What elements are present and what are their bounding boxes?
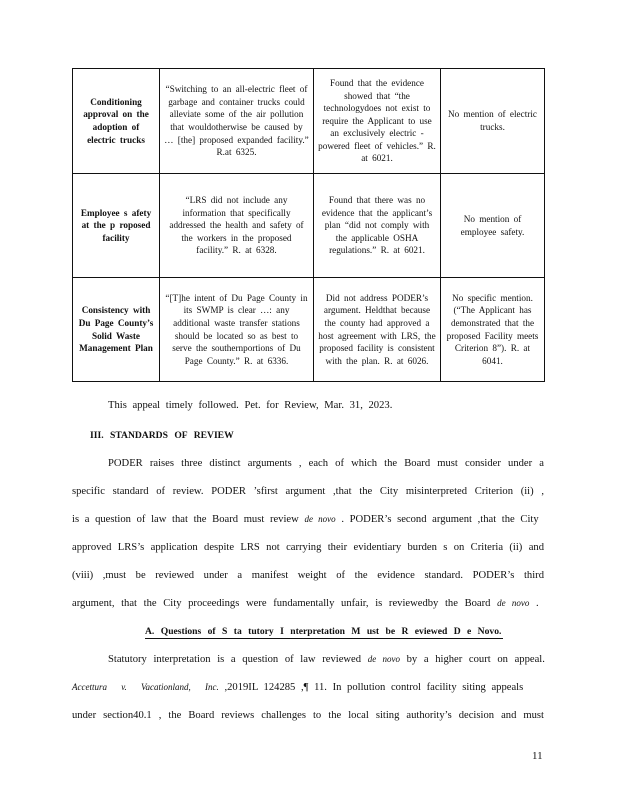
- italic-term: de novo: [367, 654, 400, 664]
- text-run: by a higher court on appeal.: [406, 654, 545, 665]
- paragraph-line: [72, 682, 523, 693]
- table-cell: “[T]he intent of Du Page County in its SWMP is clear …: any additional waste transfer stations should be located so as best to serve the southernportions of Du Page County.” R. at 6336.: [160, 278, 314, 382]
- table-cell: No mention of employee safety.: [441, 174, 545, 278]
- text-run: . PODER’s second argument ,that the City: [341, 514, 539, 525]
- table-row: [73, 174, 545, 278]
- italic-term: de novo: [497, 598, 530, 608]
- section-heading: III. STANDARDS OF REVIEW: [90, 430, 234, 441]
- row-heading-cell: Conditioning approval on the adoption of electric trucks: [73, 69, 160, 174]
- text-run: .: [536, 598, 539, 609]
- table-row: [73, 278, 545, 382]
- page-number: 11: [532, 750, 543, 762]
- paragraph-line: (viii) ,must be reviewed under a manifest weight of the evidence standard. PODER’s third: [72, 570, 544, 581]
- subsection-heading-text: A. Questions of S ta tutory I nterpretation M ust be R eviewed D e Novo.: [145, 626, 502, 637]
- table-cell: Found that there was no evidence that the applicant’s plan “did not comply with the applicable OSHA regulations.” R. at 6021.: [314, 174, 441, 278]
- table-cell: “LRS did not include any information that specifically addressed the health and safety of the workers in the proposed facility.” R. at 6328.: [160, 174, 314, 278]
- text-run: argument, that the City proceedings were fundamentally unfair, is reviewedby the Board: [72, 598, 491, 609]
- table-cell: “Switching to an all-electric fleet of garbage and container trucks could alleviate some of the air pollution that wouldotherwise be caused by … [the] proposed expanded facility.” R.at 6325.: [160, 69, 314, 174]
- table-cell: Did not address PODER’s argument. Heldthat because the county had approved a host agreement with LRS, the proposed facility is consistent with the plan. R. at 6026.: [314, 278, 441, 382]
- paragraph-line: PODER raises three distinct arguments , each of which the Board must consider under a: [108, 458, 544, 469]
- subsection-heading: [145, 626, 503, 639]
- paragraph-line: specific standard of review. PODER ’sfirst argument ,that the City misinterpreted Criterion (ii) ,: [72, 486, 544, 497]
- table-cell: Found that the evidence showed that “the technologydoes not exist to require the Applicant to use an exclusively electric - powered fleet of vehicles.” R. at 6021.: [314, 69, 441, 174]
- row-heading-cell: Consistency with Du Page County’s Solid Waste Management Plan: [73, 278, 160, 382]
- text-run: is a question of law that the Board must review: [72, 514, 299, 525]
- paragraph-line: [72, 514, 539, 525]
- case-citation: Accettura v. Vacationland, Inc.: [72, 682, 219, 692]
- comparison-table: [72, 68, 545, 382]
- paragraph-line: under section40.1 , the Board reviews challenges to the local siting authority’s decision and must: [72, 710, 544, 721]
- text-run: ,2019IL 124285 ,¶ 11. In pollution control facility siting appeals: [224, 682, 524, 693]
- table-cell: No specific mention. (“The Applicant has demonstrated that the proposed Facility meets Criterion 8”). R. at 6041.: [441, 278, 545, 382]
- paragraph-line: [108, 654, 545, 665]
- table-cell: No mention of electric trucks.: [441, 69, 545, 174]
- appeal-line: This appeal timely followed. Pet. for Review, Mar. 31, 2023.: [108, 400, 393, 411]
- text-run: Statutory interpretation is a question of law reviewed: [108, 654, 362, 665]
- paragraph-line: approved LRS’s application despite LRS not carrying their evidentiary burden s on Criteria (ii) and: [72, 542, 544, 553]
- row-heading-cell: Employee s afety at the p roposed facility: [73, 174, 160, 278]
- table-row: [73, 69, 545, 174]
- italic-term: de novo: [304, 514, 336, 524]
- paragraph-line: [72, 598, 539, 609]
